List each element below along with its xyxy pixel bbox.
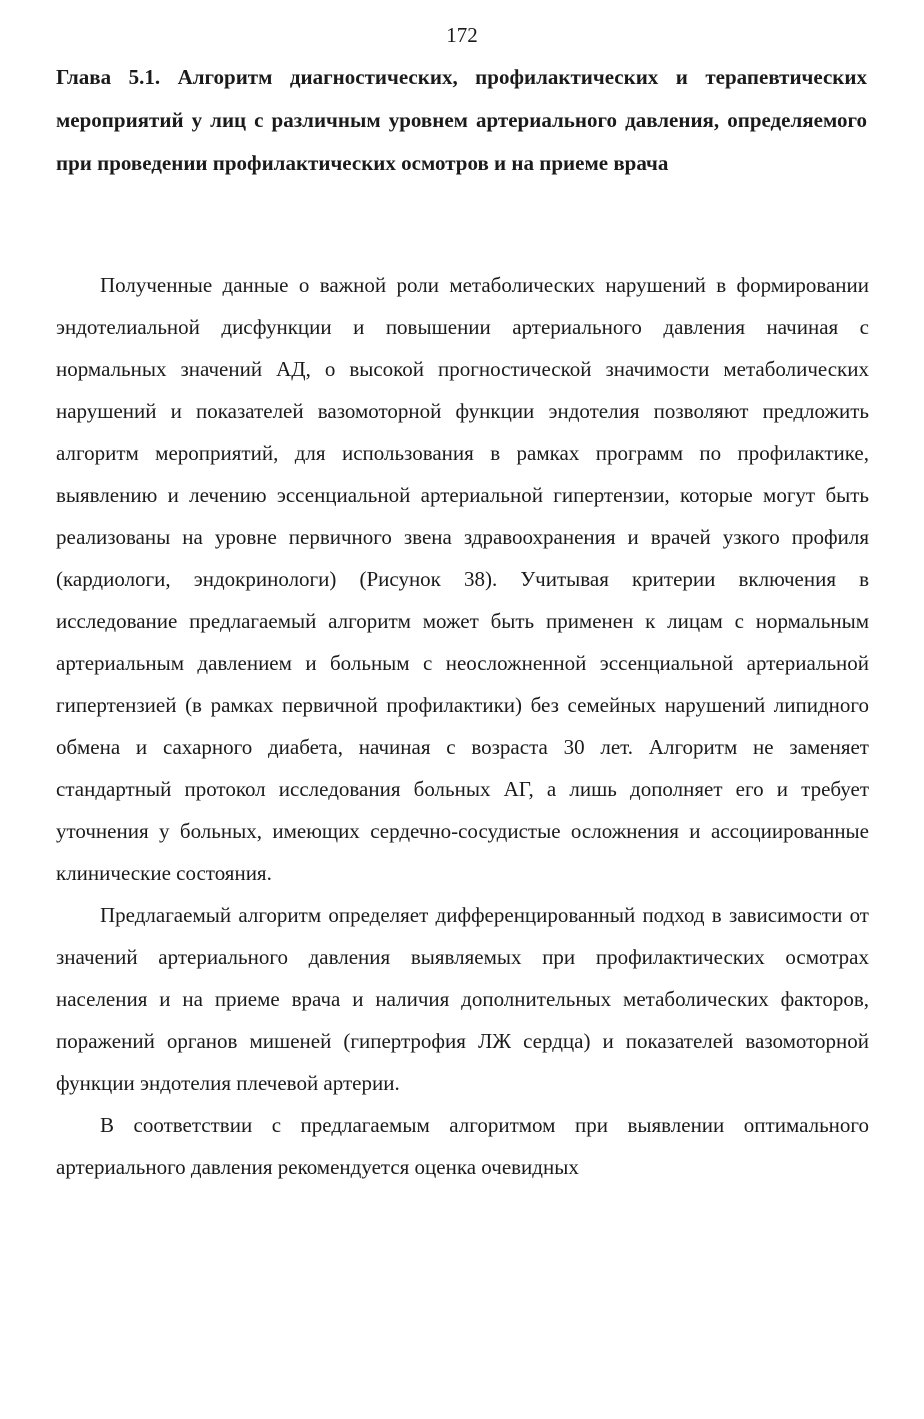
paragraph-2: Предлагаемый алгоритм определяет дифференцированный подход в зависимости от значений артериального давления выявляемых при профилактических осмотрах населения и на приеме врача и наличия дополнительных метаболических факторов, поражений органов мишеней (гипертрофия ЛЖ сердца) и показателей вазомоторной функции эндотелия плечевой артерии.: [56, 903, 869, 1095]
chapter-heading: Глава 5.1. Алгоритм диагностических, профилактических и терапевтических мероприятий у лиц с различным уровнем артериального давления, определяемого при проведении профилактических осмотров и на приеме врача: [56, 65, 867, 175]
body-text: [56, 264, 869, 1188]
page-number: 172: [446, 23, 478, 47]
paragraph-3: В соответствии с предлагаемым алгоритмом при выявлении оптимального артериального давления рекомендуется оценка очевидных: [56, 1113, 869, 1179]
paragraph-1: Полученные данные о важной роли метаболических нарушений в формировании эндотелиальной дисфункции и повышении артериального давления начиная с нормальных значений АД, о высокой прогностической значимости метаболических нарушений и показателей вазомоторной функции эндотелия позволяют предложить алгоритм мероприятий, для использования в рамках программ по профилактике, выявлению и лечению эссенциальной артериальной гипертензии, которые могут быть реализованы на уровне первичного звена здравоохранения и врачей узкого профиля (кардиологи, эндокринологи) (Рисунок 38). Учитывая критерии включения в исследование предлагаемый алгоритм может быть применен к лицам с нормальным артериальным давлением и больным с неосложненной эссенциальной артериальной гипертензией (в рамках первичной профилактики) без семейных нарушений липидного обмена и сахарного диабета, начиная с возраста 30 лет. Алгоритм не заменяет стандартный протокол исследования больных АГ, а лишь дополняет его и требует уточнения у больных, имеющих сердечно-сосудистые осложнения и ассоциированные клинические состояния.: [56, 273, 869, 885]
